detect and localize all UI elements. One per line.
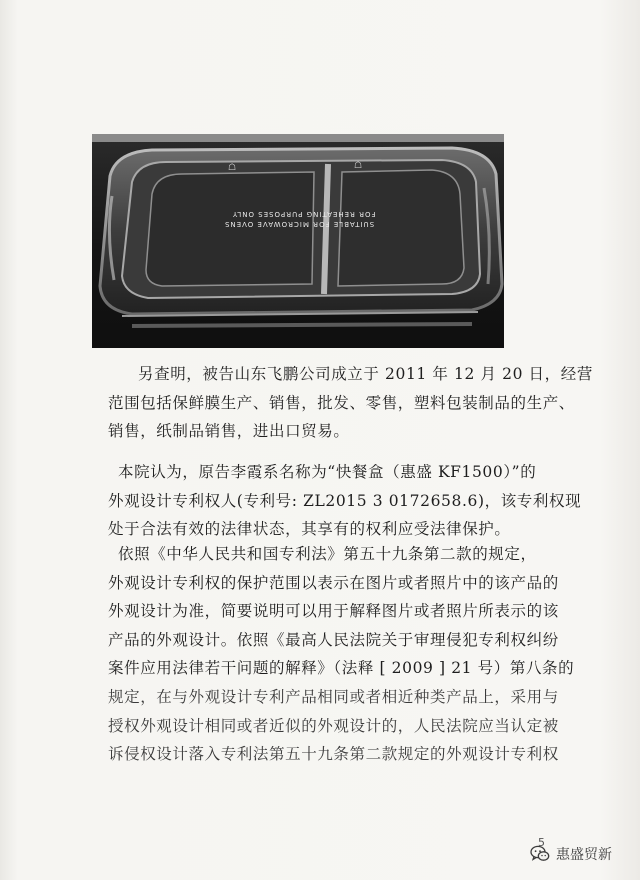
paragraph-3 [108,540,575,769]
svg-text:☖: ☖ [228,163,237,173]
container-label-line-2: SUITABLE FOR MICROWAVE OVENS [224,220,375,228]
text-line: 诉侵权设计落入专利法第五十九条第二款规定的外观设计专利权 [108,745,559,764]
text-line: 授权外观设计相同或者近似的外观设计的，人民法院应当认定被 [108,716,559,735]
text-line: 处于合法有效的法律状态，其享有的权利应受法律保护。 [108,520,511,539]
text-line: 另查明，被告山东飞鹏公司成立于 2011 年 12 月 20 日，经营 [138,365,593,383]
text-line: 销售，纸制品销售，进出口贸易。 [108,422,350,441]
text-line: 依照《中华人民共和国专利法》第五十九条第二款的规定， [118,545,537,563]
container-label-line-1: FOR REHEATING PURPOSES ONLY [232,210,376,218]
product-photo [92,134,504,348]
text-line: 案件应用法律若干问题的解释》（法释 [ 2009 ] 21 号）第八条的 [108,659,575,678]
svg-text:☖: ☖ [354,161,363,171]
text-line: 规定，在与外观设计专利产品相同或者相近种类产品上，采用与 [108,687,559,706]
text-line: 本院认为，原告李霞系名称为“快餐盒（惠盛 KF1500）”的 [118,463,537,481]
text-line: 范围包括保鲜膜生产、销售，批发、零售，塑料包装制品的生产、 [108,393,575,412]
page-number: 5 [538,836,545,849]
text-line: 外观设计为准，简要说明可以用于解释图片或者照片所表示的该 [108,602,559,621]
paragraph-1 [108,360,593,446]
food-container-image [92,134,504,348]
watermark-text: 惠盛贸新 [556,847,612,863]
paragraph-2 [108,458,582,544]
wechat-icon [530,845,550,863]
watermark [530,842,612,866]
text-line: 外观设计专利权人(专利号: ZL2015 3 0172658.6)，该专利权现 [108,491,582,510]
text-line: 产品的外观设计。依照《最高人民法院关于审理侵犯专利权纠纷 [108,630,559,649]
text-line: 外观设计专利权的保护范围以表示在图片或者照片中的该产品的 [108,573,559,592]
